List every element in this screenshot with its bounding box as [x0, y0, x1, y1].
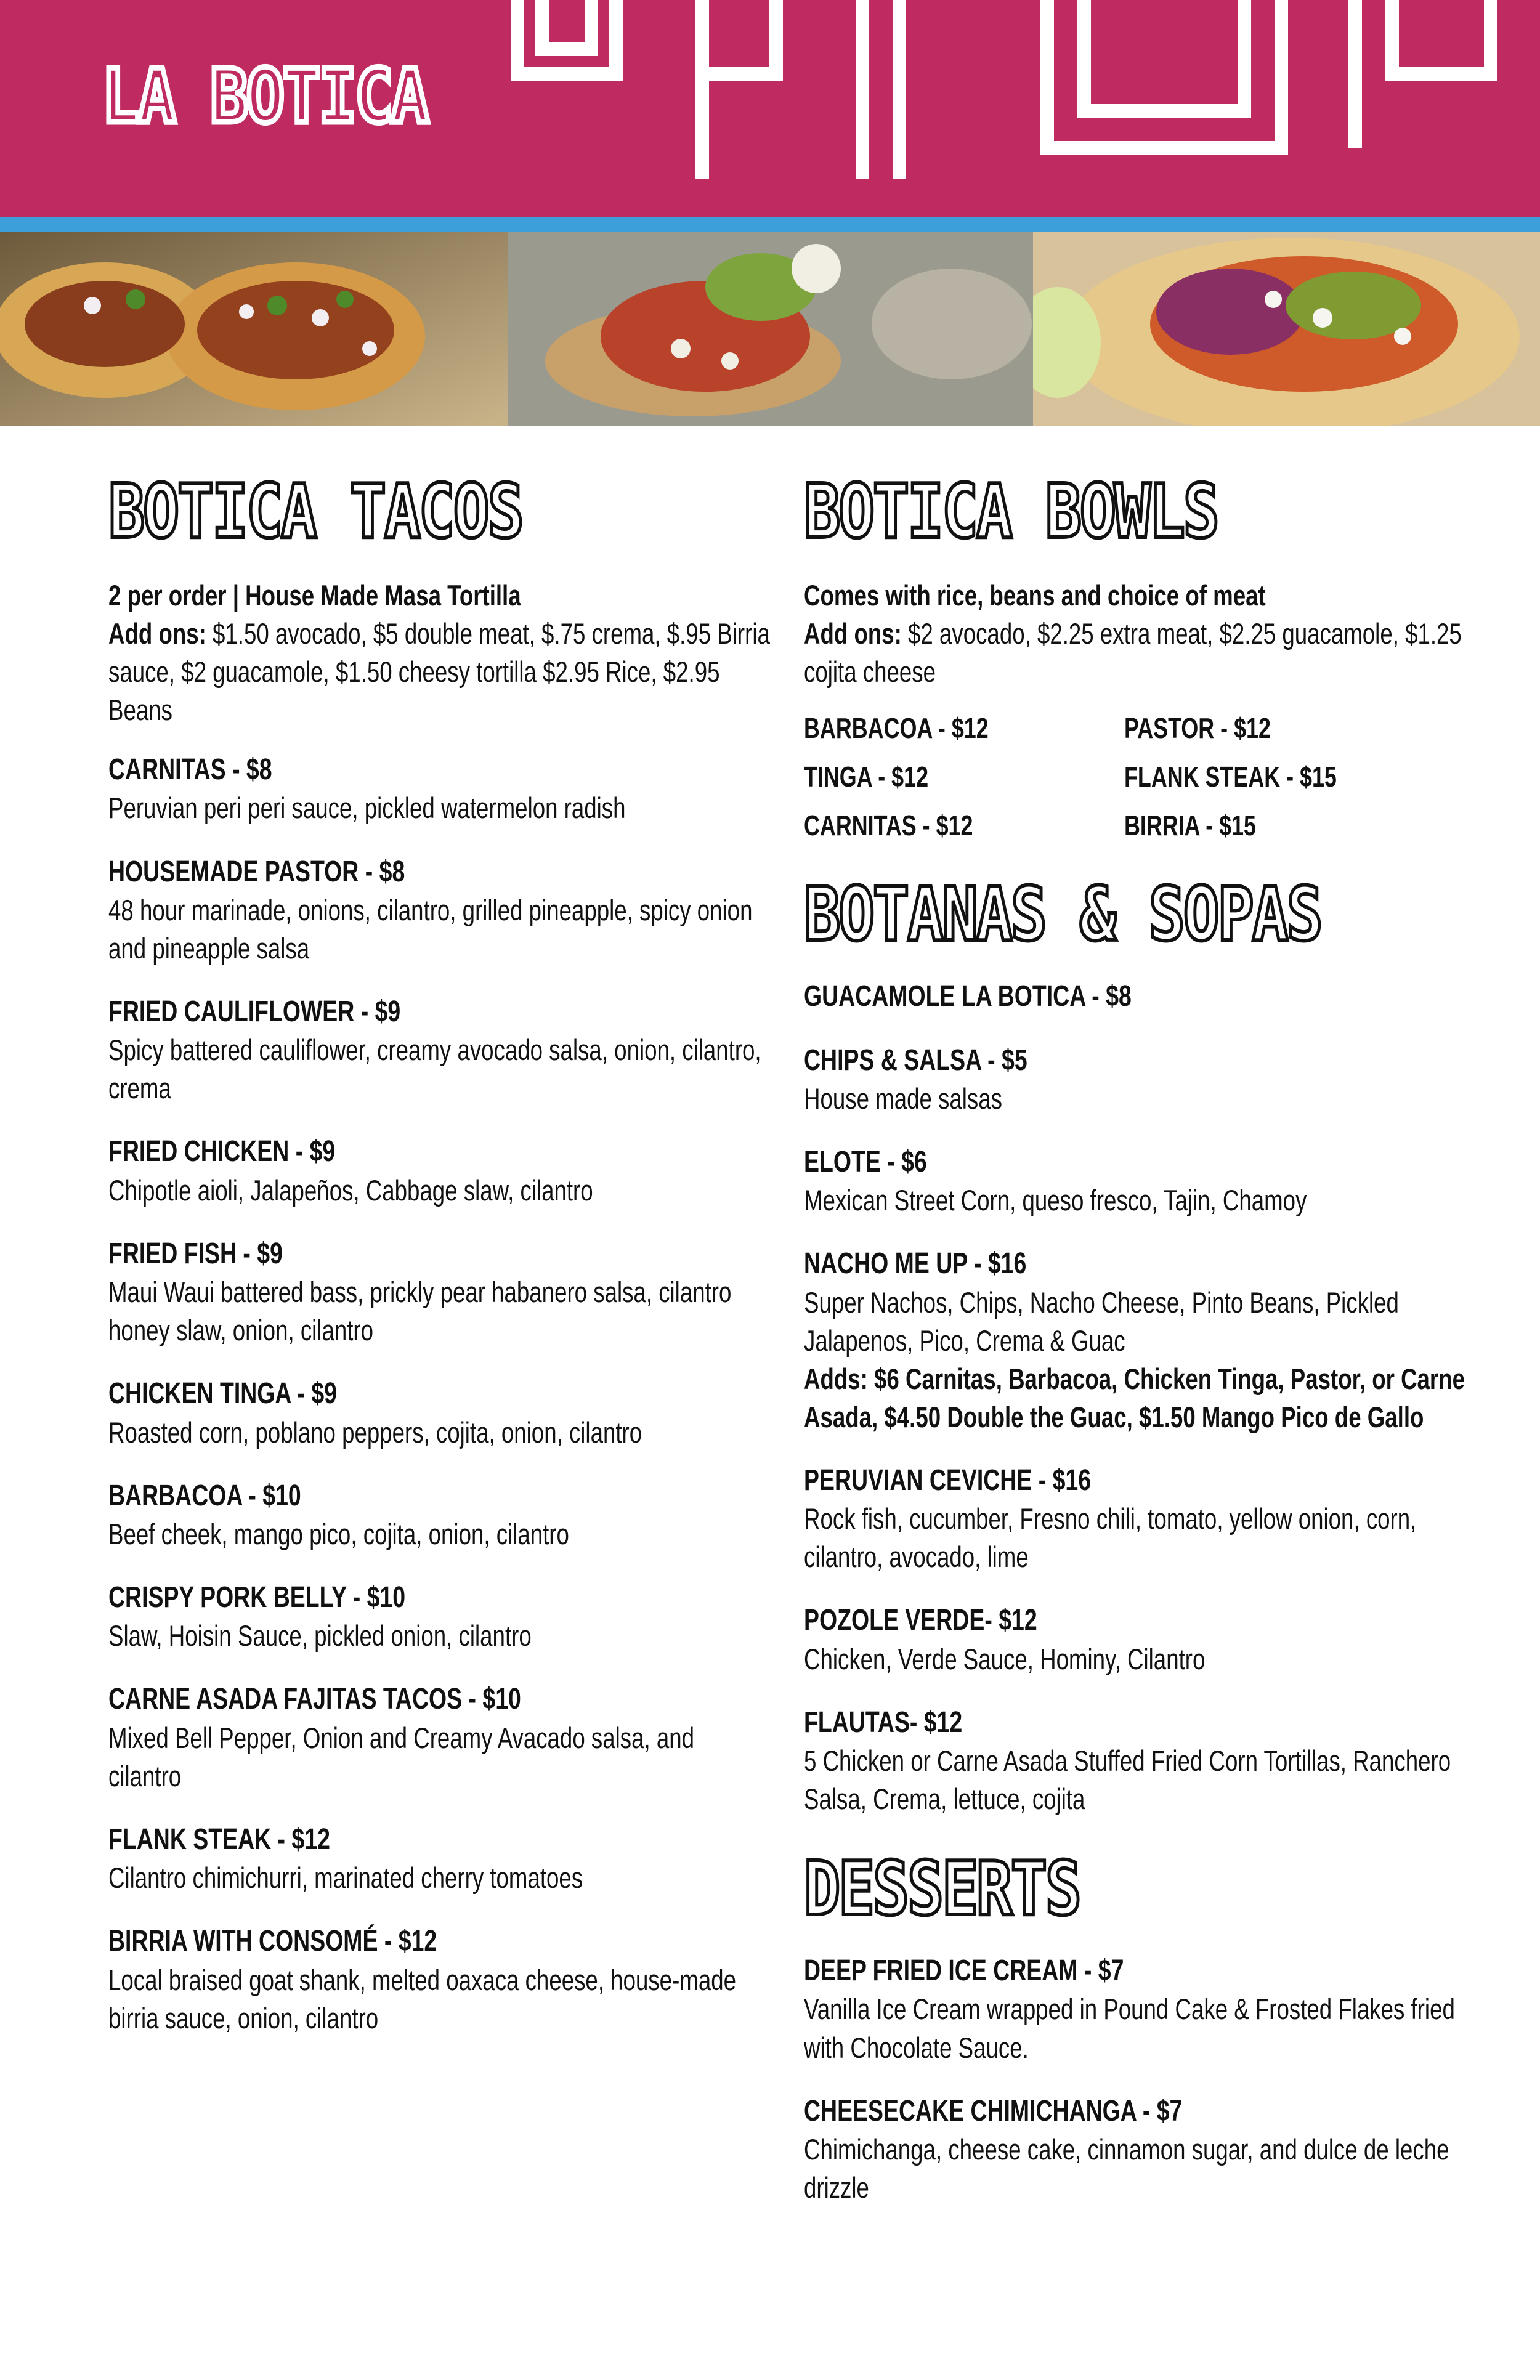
menu-item-name: NACHO ME UP	[804, 1247, 968, 1281]
decorative-lettering	[0, 0, 1540, 217]
menu-item-heading	[804, 977, 1480, 1016]
menu-item-price: - $8	[359, 855, 405, 888]
menu-item	[108, 1578, 774, 1655]
menu-item-name: BIRRIA WITH CONSOMÉ	[108, 1925, 378, 1958]
menu-item-description: Maui Waui battered bass, prickly pear habanero salsa, cilantro honey slaw, onion, cilantro	[108, 1276, 732, 1347]
menu-item-heading	[804, 1601, 1480, 1640]
menu-item-name: FRIED FISH	[108, 1237, 237, 1270]
menu-item	[108, 1234, 774, 1350]
tacos-photo-3	[1033, 232, 1540, 426]
bowl-option: FLANK STEAK - $15	[1124, 760, 1337, 793]
menu-item-text	[804, 1601, 1480, 1678]
menu-item	[804, 1951, 1481, 2066]
menu-item-text	[108, 1374, 772, 1451]
menu-item-price: - $6	[880, 1146, 927, 1178]
menu-item-name: CHEESECAKE CHIMICHANGA	[804, 2094, 1137, 2127]
menu-item-description: Roasted corn, poblano peppers, cojita, onion, cilantro	[108, 1415, 642, 1449]
tacos-photo-2	[508, 232, 1033, 426]
menu-item-name: CHIPS & SALSA	[804, 1043, 981, 1077]
menu-item-name: ELOTE	[804, 1146, 881, 1178]
menu-item	[108, 1820, 774, 1897]
menu-item	[108, 1374, 774, 1451]
menu-item-heading	[108, 992, 772, 1031]
header-banner	[0, 0, 1540, 217]
bowls-addons-text: $2 avocado, $2.25 extra meat, $2.25 guacamole, $1.25 cojita cheese	[804, 617, 1462, 689]
menu-item	[804, 1143, 1481, 1220]
menu-item-heading	[108, 1476, 772, 1515]
menu-item-price: - $12	[984, 1604, 1037, 1637]
menu-item-heading	[108, 1374, 772, 1413]
menu-item-name: FRIED CAULIFLOWER	[108, 995, 355, 1028]
menu-item-price: - $8	[225, 753, 272, 787]
menu-item-description: Cilantro chimichurri, marinated cherry tomatoes	[108, 1861, 583, 1895]
menu-item-heading	[108, 1234, 772, 1273]
bowl-option: PASTOR - $12	[1124, 712, 1271, 745]
bowl-option: CARNITAS - $12	[804, 809, 973, 841]
menu-item-name: CARNITAS	[108, 753, 226, 787]
menu-item-text	[804, 1461, 1480, 1576]
menu-item-description: House made salsas	[804, 1082, 1002, 1115]
menu-item	[804, 1703, 1481, 1818]
menu-item-price: - $7	[1077, 1954, 1124, 1988]
menu-item-price: - $10	[346, 1581, 406, 1614]
menu-item-description: Peruvian peri peri sauce, pickled watermelon radish	[108, 791, 626, 825]
menu-item	[804, 1601, 1481, 1678]
menu-item-heading	[108, 1922, 772, 1961]
tacos-intro-bold: 2 per order | House Made Masa Tortilla	[108, 579, 521, 612]
menu-item-price: - $9	[237, 1237, 283, 1270]
menu-item-price: - $8	[1085, 980, 1132, 1013]
menu-item	[804, 1461, 1481, 1576]
menu-item-text	[108, 1820, 772, 1897]
menu-item-adds: Adds: $6 Carnitas, Barbacoa, Chicken Tinga, Pastor, or Carne Asada, $4.50 Double the Guac, $1.50 Mango Pico de Gallo	[804, 1362, 1465, 1433]
menu-item	[108, 1476, 774, 1553]
menu-item-heading	[108, 1578, 772, 1617]
bowls-title: BOTICA BOWLS	[804, 469, 1218, 555]
menu-item-name: POZOLE VERDE	[804, 1604, 985, 1637]
menu-item-name: HOUSEMADE PASTOR	[108, 855, 359, 888]
menu-item-text	[108, 1476, 772, 1553]
tacos-intro	[108, 577, 772, 729]
menu-item-price: - $9	[291, 1377, 337, 1411]
menu-item-heading	[804, 1951, 1480, 1990]
menu-item-heading	[804, 1703, 1480, 1742]
menu-item-name: CRISPY PORK BELLY	[108, 1581, 347, 1614]
menu-item-text	[804, 1951, 1480, 2066]
menu-item-heading	[108, 1820, 772, 1859]
menu-item-name: BARBACOA	[108, 1479, 242, 1512]
botanas-title: BOTANAS & SOPAS	[804, 872, 1321, 958]
menu-item-description: 48 hour marinade, onions, cilantro, grilled pineapple, spicy onion and pineapple salsa	[108, 893, 753, 965]
menu-item	[108, 992, 774, 1107]
menu-item-description: Chimichanga, cheese cake, cinnamon sugar, and dulce de leche drizzle	[804, 2132, 1449, 2204]
menu-content	[0, 426, 1540, 2380]
bowls-intro	[804, 577, 1480, 691]
menu-item-heading	[804, 1143, 1480, 1181]
menu-item-description: Mixed Bell Pepper, Onion and Creamy Avacado salsa, and cilantro	[108, 1721, 695, 1792]
menu-item-name: FRIED CHICKEN	[108, 1135, 290, 1168]
menu-item-name: CARNE ASADA FAJITAS TACOS	[108, 1683, 463, 1716]
menu-item-heading	[108, 1680, 772, 1718]
botanas-list	[804, 977, 1481, 1818]
menu-item	[804, 977, 1481, 1016]
menu-item-text	[804, 1244, 1480, 1436]
menu-item-text	[108, 750, 772, 827]
menu-item-price: - $9	[289, 1135, 336, 1168]
menu-item-text	[108, 1578, 772, 1655]
tacos-section	[108, 469, 774, 2038]
menu-item-description: Vanilla Ice Cream wrapped in Pound Cake & Frosted Flakes fried with Chocolate Sauce.	[804, 1993, 1455, 2064]
menu-item	[108, 1922, 774, 2037]
menu-item-text	[804, 1041, 1480, 1118]
menu-item-text	[108, 852, 772, 968]
menu-item-name: FLANK STEAK	[108, 1823, 272, 1856]
menu-item-text	[108, 1680, 772, 1795]
menu-item-heading	[804, 1244, 1480, 1283]
menu-item-description: Local braised goat shank, melted oaxaca cheese, house-made birria sauce, onion, cilantro	[108, 1963, 736, 2034]
bowls-section	[804, 469, 1481, 844]
menu-item-text	[108, 1922, 772, 2037]
menu-item	[804, 2092, 1481, 2207]
menu-item-description: Chicken, Verde Sauce, Hominy, Cilantro	[804, 1642, 1206, 1675]
menu-item-price: - $12	[378, 1925, 437, 1958]
menu-item-heading	[804, 1041, 1480, 1080]
tacos-addons-label: Add ons:	[108, 617, 206, 650]
menu-item-heading	[108, 852, 772, 891]
menu-item	[804, 1041, 1481, 1118]
tacos-list	[108, 750, 774, 2037]
botanas-section	[804, 872, 1481, 1818]
menu-item-text	[108, 1234, 772, 1350]
menu-item-price: - $9	[354, 995, 401, 1028]
menu-item-price: - $16	[967, 1247, 1027, 1281]
menu-item-text	[804, 1143, 1480, 1220]
menu-item-description: Beef cheek, mango pico, cojita, onion, cilantro	[108, 1517, 569, 1550]
menu-item-description: Spicy battered cauliflower, creamy avocado salsa, onion, cilantro, crema	[108, 1034, 761, 1105]
bowl-option: TINGA - $12	[804, 760, 929, 793]
menu-item-price: - $5	[981, 1043, 1027, 1077]
menu-item-name: FLAUTAS	[804, 1706, 910, 1739]
bowls-addons-label: Add ons:	[804, 617, 902, 650]
menu-item-description: Rock fish, cucumber, Fresno chili, tomato, yellow onion, corn, cilantro, avocado, lime	[804, 1502, 1417, 1574]
bowl-option: BIRRIA - $15	[1124, 809, 1257, 841]
menu-item-text	[804, 2092, 1480, 2207]
menu-item	[804, 1244, 1481, 1436]
tacos-addons	[108, 615, 772, 729]
desserts-list	[804, 1951, 1481, 2207]
brand-logo: LA BOTICA	[102, 54, 428, 140]
menu-item-description: Super Nachos, Chips, Nacho Cheese, Pinto Beans, Pickled Jalapenos, Pico, Crema & Guac	[804, 1285, 1399, 1357]
desserts-title: DESSERTS	[804, 1847, 1080, 1933]
accent-stripe	[0, 217, 1540, 232]
bowls-addons	[804, 615, 1480, 691]
menu-item-price: - $12	[909, 1706, 963, 1739]
bowls-intro-bold: Comes with rice, beans and choice of meat	[804, 579, 1266, 612]
bowls-options	[804, 710, 1481, 844]
desserts-section	[804, 1847, 1481, 2207]
tacos-addons-text: $1.50 avocado, $5 double meat, $.75 crema, $.95 Birria sauce, $2 guacamole, $1.50 cheesy tortilla $2.95 Rice, $2.95 Beans	[108, 617, 770, 727]
menu-item-heading	[804, 1461, 1480, 1500]
menu-item-heading	[804, 2092, 1480, 2131]
menu-item-name: DEEP FRIED ICE CREAM	[804, 1954, 1078, 1988]
menu-item	[108, 852, 774, 968]
menu-item-price: - $7	[1136, 2094, 1183, 2127]
menu-item-description: 5 Chicken or Carne Asada Stuffed Fried Corn Tortillas, Ranchero Salsa, Crema, lettuce, cojita	[804, 1744, 1451, 1816]
bowl-option: BARBACOA - $12	[804, 712, 989, 745]
menu-item	[108, 750, 774, 827]
menu-item-description: Chipotle aioli, Jalapeños, Cabbage slaw, cilantro	[108, 1173, 593, 1207]
right-column	[804, 469, 1481, 2207]
menu-item-description: Slaw, Hoisin Sauce, pickled onion, cilantro	[108, 1619, 532, 1653]
menu-item	[108, 1132, 774, 1209]
menu-item-heading	[108, 750, 772, 789]
menu-item-price: - $10	[462, 1683, 521, 1716]
menu-item-price: - $12	[271, 1823, 330, 1856]
menu-item-text	[804, 1703, 1480, 1818]
menu-item-text	[108, 1132, 772, 1209]
tacos-photo-1	[0, 232, 508, 426]
menu-item-name: PERUVIAN CEVICHE	[804, 1463, 1032, 1497]
menu-item	[108, 1680, 774, 1795]
menu-item-text	[804, 977, 1480, 1016]
tacos-title: BOTICA TACOS	[108, 469, 522, 555]
menu-item-price: - $10	[241, 1479, 301, 1512]
menu-item-name: CHICKEN TINGA	[108, 1377, 291, 1411]
menu-item-text	[108, 992, 772, 1107]
menu-item-price: - $16	[1032, 1463, 1092, 1497]
menu-item-heading	[108, 1132, 772, 1171]
menu-item-description: Mexican Street Corn, queso fresco, Tajin, Chamoy	[804, 1184, 1307, 1217]
menu-item-name: GUACAMOLE LA BOTICA	[804, 980, 1085, 1013]
